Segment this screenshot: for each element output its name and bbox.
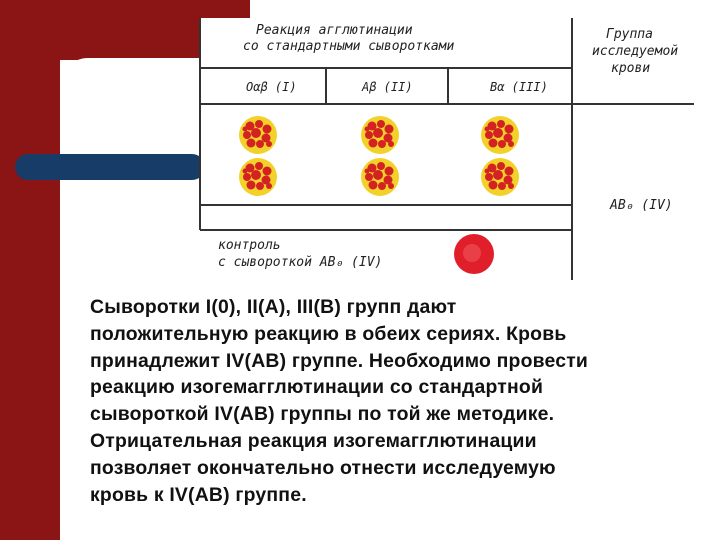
group-label-line-2: исследуемой [592, 44, 679, 59]
drop-row2-serum2 [361, 158, 399, 196]
drop-row2-serum1 [239, 158, 277, 196]
control-label-line-1: контроль [218, 238, 281, 253]
drop-row1-serum2 [361, 116, 399, 154]
column-header-serum-3: Bα (III) [490, 80, 548, 94]
result-blood-group: AB₀ (IV) [610, 198, 673, 213]
caption-line: реакцию изогемагглютинации со стандартной [90, 376, 544, 399]
control-label-line-2: с сывороткой AB₀ (IV) [218, 255, 383, 270]
drop-row1-serum3 [481, 116, 519, 154]
drop-row2-serum3 [481, 158, 519, 196]
caption-line: кровь к IV(AB) группе. [90, 483, 307, 506]
caption-line: позволяет окончательно отнести исследуемую [90, 456, 556, 479]
caption-line: сывороткой IV(AB) группы по той же методике. [90, 403, 555, 426]
control-drop [454, 234, 494, 274]
caption-line: принадлежит IV(AB) группе. Необходимо провести [90, 349, 589, 372]
explanation-text [90, 294, 700, 508]
caption-line: Сыворотки I(0), II(A), III(B) групп дают [90, 296, 457, 318]
column-header-serum-1: Oαβ (I) [246, 80, 297, 94]
header-line-1: Реакция агглютинации [256, 23, 413, 38]
header-line-2: со стандартными сыворотками [243, 39, 455, 54]
group-label-line-1: Группа [606, 27, 653, 42]
caption-line: положительную реакцию в обеих сериях. Кровь [90, 322, 567, 345]
group-label-line-3: крови [611, 61, 651, 76]
drop-row1-serum1 [239, 116, 277, 154]
caption-line: Отрицательная реакция изогемагглютинации [90, 429, 537, 452]
column-header-serum-2: Aβ (II) [362, 80, 413, 94]
